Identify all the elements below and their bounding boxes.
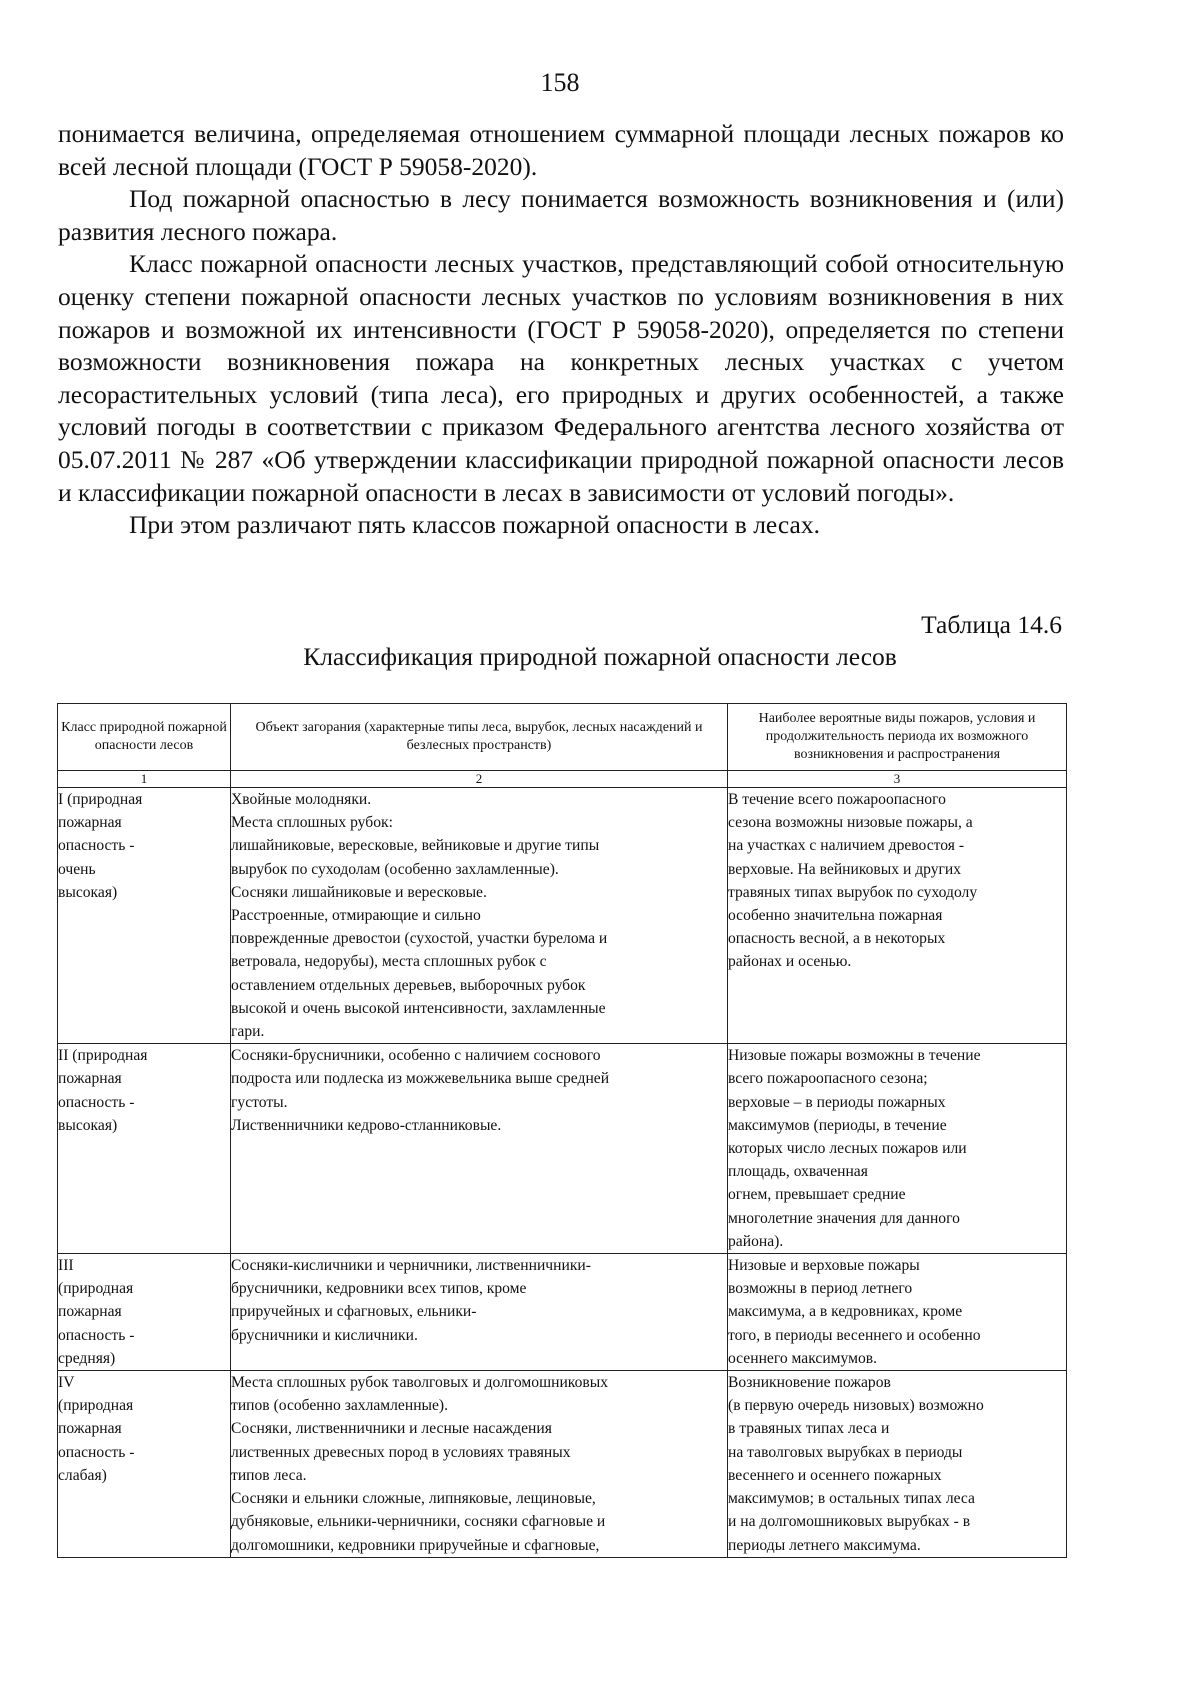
cell-line: особенно значительна пожарная	[728, 907, 943, 925]
header-object: Объект загорания (характерные типы леса, вырубок, лесных насаждений и безлесных пространств)	[231, 704, 728, 771]
cell-line: дубняковые, ельники-черничники, сосняки сфагновые и	[231, 1513, 606, 1531]
cell-line: густоты.	[231, 1093, 288, 1111]
cell-class	[58, 1371, 231, 1558]
cell-line: брусничники, кедровники всех типов, кроме	[231, 1280, 527, 1298]
cell-fire-types	[728, 1371, 1067, 1558]
cell-line: подроста или подлеска из можжевельника выше средней	[231, 1070, 610, 1088]
column-number: 2	[231, 771, 728, 788]
cell-line: IV	[58, 1374, 75, 1392]
cell-line: опасность весной, а в некоторых	[728, 930, 946, 948]
cell-line: максимумов; в остальных типах леса	[728, 1490, 975, 1508]
cell-line: Возникновение пожаров	[728, 1374, 891, 1392]
cell-class	[58, 1254, 231, 1371]
cell-fire-types	[728, 788, 1067, 1044]
cell-line: максимума, а в кедровниках, кроме	[728, 1303, 963, 1321]
cell-line: Лиственничники кедрово-стланниковые.	[231, 1116, 502, 1134]
cell-line: лиственных древесных пород в условиях травяных	[231, 1443, 571, 1461]
cell-object	[231, 1371, 728, 1558]
cell-line: пожарная	[58, 1420, 122, 1438]
cell-line: высокая)	[58, 883, 118, 901]
cell-line: опасность -	[58, 837, 135, 855]
cell-line: оставлением отдельных деревьев, выборочных рубок	[231, 976, 586, 994]
body-text	[58, 118, 1064, 542]
cell-object	[231, 1044, 728, 1254]
cell-line: гари.	[231, 1023, 265, 1041]
cell-line: в травяных типах леса и	[728, 1420, 890, 1438]
column-number: 3	[728, 771, 1067, 788]
cell-line: пожарная	[58, 1070, 122, 1088]
cell-line: сезона возможны низовые пожары, а	[728, 814, 973, 832]
page-number: 158	[540, 68, 580, 97]
cell-line: средняя)	[58, 1349, 116, 1367]
cell-class	[58, 788, 231, 1044]
cell-line: очень	[58, 860, 96, 878]
cell-line: травяных типах вырубок по суходолу	[728, 883, 978, 901]
header-class: Класс природной пожарной опасности лесов	[58, 704, 231, 771]
cell-object	[231, 1254, 728, 1371]
cell-line: вырубок по суходолам (особенно захламленные).	[231, 860, 559, 878]
table-body	[58, 788, 1067, 1558]
paragraph: понимается величина, определяемая отношением суммарной площади лесных пожаров ко всей лесной площади (ГОСТ Р 59058-2020).	[58, 119, 1064, 181]
cell-line: на участках с наличием древостоя -	[728, 837, 965, 855]
cell-line: весеннего и осеннего пожарных	[728, 1466, 942, 1484]
cell-line: того, в периоды весеннего и особенно	[728, 1326, 981, 1344]
cell-line: Расстроенные, отмирающие и сильно	[231, 907, 481, 925]
cell-line: и на долгомошниковых вырубках - в	[728, 1513, 971, 1531]
cell-line: долгомошники, кедровники приручейные и сфагновые,	[231, 1536, 600, 1554]
cell-line: Сосняки и ельники сложные, липняковые, лещиновые,	[231, 1490, 596, 1508]
cell-line: Сосняки-кисличники и черничники, лиственничники-	[231, 1257, 591, 1275]
cell-line: высокая)	[58, 1116, 118, 1134]
cell-line: Низовые и верховые пожары	[728, 1257, 920, 1275]
cell-line: всего пожароопасного сезона;	[728, 1070, 928, 1088]
cell-line: Низовые пожары возможны в течение	[728, 1047, 981, 1065]
classification-table-wrap	[57, 703, 1066, 1558]
cell-line: Сосняки, лиственничники и лесные насаждения	[231, 1420, 552, 1438]
cell-line: брусничники и кисличники.	[231, 1326, 418, 1344]
cell-line: Сосняки лишайниковые и вересковые.	[231, 883, 487, 901]
cell-line: верховые – в периоды пожарных	[728, 1093, 946, 1111]
cell-line: поврежденные древостои (сухостой, участки бурелома и	[231, 930, 608, 948]
cell-line: I (природная	[58, 791, 143, 808]
table-header-row	[58, 704, 1067, 771]
cell-line: Места сплошных рубок таволговых и долгомошниковых	[231, 1374, 609, 1392]
cell-line: III	[58, 1257, 74, 1275]
cell-line: слабая)	[58, 1466, 107, 1484]
table-row	[58, 1371, 1067, 1558]
column-number-row	[58, 771, 1067, 788]
paragraph: При этом различают пять классов пожарной опасности в лесах.	[129, 510, 820, 540]
cell-line: Хвойные молодняки.	[231, 791, 372, 808]
cell-line: типов (особенно захламленные).	[231, 1397, 449, 1415]
cell-line: возможны в период летнего	[728, 1280, 913, 1298]
cell-line: огнем, превышает средние	[728, 1186, 906, 1204]
table-row	[58, 1044, 1067, 1254]
table-title: Классификация природной пожарной опасности лесов	[303, 642, 897, 671]
cell-line: ветровала, недорубы), места сплошных рубок с	[231, 953, 547, 971]
cell-line: периоды летнего максимума.	[728, 1536, 921, 1554]
cell-line: (в первую очередь низовых) возможно	[728, 1397, 984, 1415]
cell-object	[231, 788, 728, 1044]
cell-line: лишайниковые, вересковые, вейниковые и другие типы	[231, 837, 600, 855]
cell-line: осеннего максимумов.	[728, 1349, 878, 1367]
cell-class	[58, 1044, 231, 1254]
cell-line: (природная	[58, 1280, 134, 1298]
cell-line: многолетние значения для данного	[728, 1209, 960, 1227]
paragraph: Класс пожарной опасности лесных участков, представляющий собой относительную оценку степени пожарной опасности лесных участков по условиям возникновения в них пожаров и возможной их интенсивности (ГОСТ Р 59058-2020), определяется по степени возможности возникновения пожара на конкретных лесных участках с учетом лесорастительных условий (типа леса), его природных и других особенностей, а также условий погоды в соответствии с приказом Федерального агентства лесного хозяйства от 05.07.2011 № 287 «Об утверждении классификации природной пожарной опасности лесов и классификации пожарной опасности в лесах в зависимости от условий погоды».	[58, 249, 1064, 507]
cell-line: типов леса.	[231, 1466, 307, 1484]
cell-line: высокой и очень высокой интенсивности, захламленные	[231, 999, 606, 1017]
cell-line: верховые. На вейниковых и других	[728, 860, 962, 878]
cell-line: опасность -	[58, 1093, 135, 1111]
cell-line: максимумов (периоды, в течение	[728, 1116, 947, 1134]
cell-line: которых число лесных пожаров или	[728, 1140, 967, 1158]
paragraph: Под пожарной опасностью в лесу понимается возможность возникновения и (или) развития лесного пожара.	[58, 184, 1064, 246]
cell-line: опасность -	[58, 1443, 135, 1461]
table-row	[58, 788, 1067, 1044]
cell-line: пожарная	[58, 1303, 122, 1321]
cell-fire-types	[728, 1044, 1067, 1254]
cell-line: на таволговых вырубках в периоды	[728, 1443, 963, 1461]
cell-line: районах и осенью.	[728, 953, 852, 971]
cell-line: Места сплошных рубок:	[231, 814, 393, 832]
table-number-label: Таблица 14.6	[921, 610, 1062, 639]
column-number: 1	[58, 771, 231, 788]
cell-line: приручейных и сфагновых, ельники-	[231, 1303, 477, 1321]
cell-line: В течение всего пожароопасного	[728, 791, 946, 808]
header-fire-types: Наиболее вероятные виды пожаров, условия и продолжительность периода их возможного возникновения и распространения	[728, 704, 1067, 771]
cell-line: (природная	[58, 1397, 134, 1415]
cell-line: района).	[728, 1232, 784, 1250]
cell-line: Сосняки-брусничники, особенно с наличием соснового	[231, 1047, 601, 1065]
cell-line: пожарная	[58, 814, 122, 832]
cell-fire-types	[728, 1254, 1067, 1371]
cell-line: II (природная	[58, 1047, 148, 1065]
table-row	[58, 1254, 1067, 1371]
classification-table	[57, 703, 1067, 1558]
cell-line: площадь, охваченная	[728, 1163, 868, 1181]
cell-line: опасность -	[58, 1326, 135, 1344]
